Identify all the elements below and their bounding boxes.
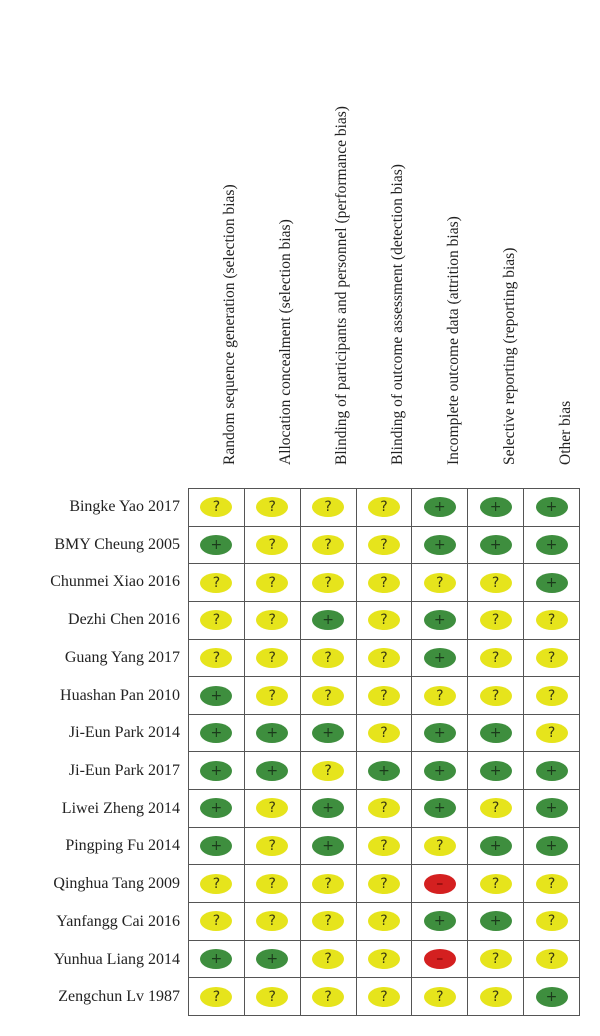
unclear-risk-marker: ? [424,836,456,856]
unclear-risk-marker: ? [368,874,400,894]
low-risk-marker: + [312,610,344,630]
judgement-cell [468,526,524,564]
unclear-risk-marker: ? [480,874,512,894]
judgement-cell [244,677,300,715]
domain-headers [188,0,580,484]
low-risk-marker: + [200,535,232,555]
study-row [189,489,580,527]
study-row [189,639,580,677]
unclear-risk-marker: ? [368,535,400,555]
unclear-risk-marker: ? [312,949,344,969]
judgement-cell [356,677,412,715]
low-risk-marker: + [536,987,568,1007]
unclear-risk-marker: ? [312,987,344,1007]
low-risk-marker: + [536,798,568,818]
judgement-cell [468,978,524,1016]
unclear-risk-marker: ? [368,686,400,706]
judgement-cell [300,714,356,752]
unclear-risk-marker: ? [312,761,344,781]
judgement-cell [468,714,524,752]
study-row [189,752,580,790]
judgement-cell [356,601,412,639]
judgement-cell [356,714,412,752]
study-label: Dezhi Chen 2016 [68,611,180,629]
judgement-cell [300,940,356,978]
judgement-cell [468,601,524,639]
low-risk-marker: + [480,761,512,781]
study-label: Pingping Fu 2014 [65,837,180,855]
judgement-cell [524,526,580,564]
domain-header [244,0,300,480]
unclear-risk-marker: ? [368,949,400,969]
judgement-cell [300,564,356,602]
unclear-risk-marker: ? [256,573,288,593]
unclear-risk-marker: ? [368,987,400,1007]
unclear-risk-marker: ? [536,648,568,668]
judgement-cell [412,978,468,1016]
unclear-risk-marker: ? [368,836,400,856]
judgement-cell [468,489,524,527]
domain-label: Blinding of outcome assessment (detection bias) [389,163,406,465]
unclear-risk-marker: ? [368,648,400,668]
judgement-cell [189,714,245,752]
risk-of-bias-grid [188,488,580,1016]
judgement-cell [189,677,245,715]
unclear-risk-marker: ? [536,949,568,969]
judgement-cell [300,489,356,527]
low-risk-marker: + [424,798,456,818]
judgement-cell [524,865,580,903]
unclear-risk-marker: ? [200,911,232,931]
low-risk-marker: + [424,610,456,630]
judgement-cell [244,526,300,564]
high-risk-marker: – [424,874,456,894]
judgement-cell [468,827,524,865]
low-risk-marker: + [368,761,400,781]
low-risk-marker: + [424,911,456,931]
judgement-cell [468,790,524,828]
domain-label: Incomplete outcome data (attrition bias) [445,215,462,465]
study-label: Zengchun Lv 1987 [58,988,180,1006]
judgement-cell [244,827,300,865]
judgement-cell [524,677,580,715]
judgement-cell [189,564,245,602]
judgement-cell [189,639,245,677]
judgement-cell [244,639,300,677]
judgement-cell [244,865,300,903]
unclear-risk-marker: ? [200,648,232,668]
study-row [189,677,580,715]
judgement-cell [189,790,245,828]
domain-label: Random sequence generation (selection bias) [221,183,238,465]
unclear-risk-marker: ? [424,987,456,1007]
low-risk-marker: + [200,761,232,781]
low-risk-marker: + [256,949,288,969]
judgement-cell [244,752,300,790]
judgement-cell [356,752,412,790]
study-row [189,940,580,978]
low-risk-marker: + [312,798,344,818]
judgement-cell [189,601,245,639]
judgement-cell [524,940,580,978]
judgement-cell [524,489,580,527]
domain-label: Blinding of participants and personnel (performance bias) [333,105,350,465]
study-row [189,978,580,1016]
low-risk-marker: + [424,535,456,555]
study-row [189,601,580,639]
unclear-risk-marker: ? [200,987,232,1007]
judgement-cell [300,677,356,715]
study-label: Ji-Eun Park 2017 [68,762,180,779]
unclear-risk-marker: ? [256,686,288,706]
study-row [189,790,580,828]
unclear-risk-marker: ? [256,610,288,630]
low-risk-marker: + [480,836,512,856]
low-risk-marker: + [480,535,512,555]
low-risk-marker: + [424,648,456,668]
domain-header [524,0,580,480]
low-risk-marker: + [480,497,512,517]
low-risk-marker: + [312,723,344,743]
judgement-cell [189,978,245,1016]
unclear-risk-marker: ? [256,798,288,818]
unclear-risk-marker: ? [312,573,344,593]
unclear-risk-marker: ? [424,573,456,593]
low-risk-marker: + [200,686,232,706]
unclear-risk-marker: ? [256,497,288,517]
unclear-risk-marker: ? [200,610,232,630]
low-risk-marker: + [536,497,568,517]
judgement-cell [524,752,580,790]
judgement-cell [244,940,300,978]
low-risk-marker: + [200,949,232,969]
judgement-cell [189,827,245,865]
judgement-cell [189,526,245,564]
judgement-cell [300,903,356,941]
judgement-cell [356,639,412,677]
study-row [189,564,580,602]
judgement-cell [356,903,412,941]
judgement-cell [356,790,412,828]
low-risk-marker: + [424,761,456,781]
unclear-risk-marker: ? [368,573,400,593]
unclear-risk-marker: ? [480,686,512,706]
unclear-risk-marker: ? [480,987,512,1007]
judgement-cell [468,940,524,978]
low-risk-marker: + [536,836,568,856]
judgement-cell [524,601,580,639]
low-risk-marker: + [536,573,568,593]
low-risk-marker: + [480,911,512,931]
judgement-cell [300,978,356,1016]
judgement-cell [524,714,580,752]
unclear-risk-marker: ? [256,987,288,1007]
study-label: Yanfangg Cai 2016 [56,912,180,930]
judgement-cell [468,639,524,677]
unclear-risk-marker: ? [368,798,400,818]
low-risk-marker: + [536,535,568,555]
low-risk-marker: + [536,761,568,781]
judgement-cell [189,903,245,941]
judgement-cell [412,526,468,564]
judgement-cell [356,978,412,1016]
domain-header [468,0,524,480]
unclear-risk-marker: ? [312,911,344,931]
unclear-risk-marker: ? [368,497,400,517]
domain-header [188,0,244,480]
judgement-cell [412,865,468,903]
unclear-risk-marker: ? [256,648,288,668]
judgement-cell [412,714,468,752]
study-label: Yunhua Liang 2014 [53,950,180,968]
unclear-risk-marker: ? [256,836,288,856]
judgement-cell [244,790,300,828]
judgement-cell [300,601,356,639]
judgement-cell [356,526,412,564]
study-row [189,903,580,941]
judgement-cell [412,790,468,828]
unclear-risk-marker: ? [424,686,456,706]
study-label: Ji-Eun Park 2014 [68,724,180,742]
unclear-risk-marker: ? [312,686,344,706]
judgement-cell [468,564,524,602]
unclear-risk-marker: ? [536,874,568,894]
judgement-cell [468,752,524,790]
unclear-risk-marker: ? [480,648,512,668]
unclear-risk-marker: ? [312,497,344,517]
low-risk-marker: + [256,723,288,743]
judgement-cell [524,564,580,602]
low-risk-marker: + [200,798,232,818]
judgement-cell [356,564,412,602]
domain-label: Other bias [557,400,574,465]
unclear-risk-marker: ? [480,949,512,969]
unclear-risk-marker: ? [368,911,400,931]
judgement-cell [524,978,580,1016]
judgement-cell [524,790,580,828]
judgement-cell [412,827,468,865]
low-risk-marker: + [312,836,344,856]
unclear-risk-marker: ? [536,610,568,630]
unclear-risk-marker: ? [536,686,568,706]
judgement-cell [189,865,245,903]
judgement-cell [412,639,468,677]
unclear-risk-marker: ? [368,723,400,743]
study-label: BMY Cheung 2005 [54,535,180,553]
study-label: Bingke Yao 2017 [69,498,180,515]
judgement-cell [412,940,468,978]
unclear-risk-marker: ? [200,497,232,517]
study-row [189,714,580,752]
low-risk-marker: + [256,761,288,781]
judgement-cell [412,752,468,790]
unclear-risk-marker: ? [200,573,232,593]
study-label: Liwei Zheng 2014 [61,799,180,817]
unclear-risk-marker: ? [312,874,344,894]
study-row [189,865,580,903]
unclear-risk-marker: ? [536,911,568,931]
unclear-risk-marker: ? [480,798,512,818]
judgement-cell [244,978,300,1016]
study-label: Huashan Pan 2010 [60,686,180,704]
judgement-cell [356,489,412,527]
unclear-risk-marker: ? [256,535,288,555]
judgement-cell [300,526,356,564]
judgement-cell [300,790,356,828]
unclear-risk-marker: ? [256,911,288,931]
judgement-cell [524,903,580,941]
judgement-cell [300,827,356,865]
judgement-cell [300,639,356,677]
low-risk-marker: + [424,497,456,517]
judgement-cell [524,639,580,677]
judgement-cell [244,714,300,752]
domain-header [356,0,412,480]
high-risk-marker: – [424,949,456,969]
low-risk-marker: + [480,723,512,743]
domain-header [300,0,356,480]
study-label: Guang Yang 2017 [64,648,180,666]
unclear-risk-marker: ? [368,610,400,630]
judgement-cell [189,489,245,527]
judgement-cell [412,601,468,639]
judgement-cell [412,489,468,527]
judgement-cell [524,827,580,865]
study-label: Qinghua Tang 2009 [53,875,180,893]
domain-header [412,0,468,480]
unclear-risk-marker: ? [312,535,344,555]
judgement-cell [356,940,412,978]
low-risk-marker: + [200,836,232,856]
judgement-cell [244,564,300,602]
risk-of-bias-table [188,488,580,1016]
judgement-cell [300,865,356,903]
judgement-cell [244,903,300,941]
judgement-cell [412,677,468,715]
domain-label: Allocation concealment (selection bias) [277,218,294,465]
judgement-cell [356,865,412,903]
judgement-cell [468,865,524,903]
study-row [189,827,580,865]
judgement-cell [468,677,524,715]
judgement-cell [244,489,300,527]
domain-label: Selective reporting (reporting bias) [501,247,518,465]
judgement-cell [412,564,468,602]
unclear-risk-marker: ? [200,874,232,894]
judgement-cell [300,752,356,790]
low-risk-marker: + [200,723,232,743]
study-label: Chunmei Xiao 2016 [50,573,180,591]
judgement-cell [189,940,245,978]
study-row [189,526,580,564]
unclear-risk-marker: ? [256,874,288,894]
judgement-cell [412,903,468,941]
unclear-risk-marker: ? [480,573,512,593]
unclear-risk-marker: ? [312,648,344,668]
low-risk-marker: + [424,723,456,743]
judgement-cell [189,752,245,790]
unclear-risk-marker: ? [536,723,568,743]
judgement-cell [244,601,300,639]
judgement-cell [356,827,412,865]
unclear-risk-marker: ? [480,610,512,630]
judgement-cell [468,903,524,941]
